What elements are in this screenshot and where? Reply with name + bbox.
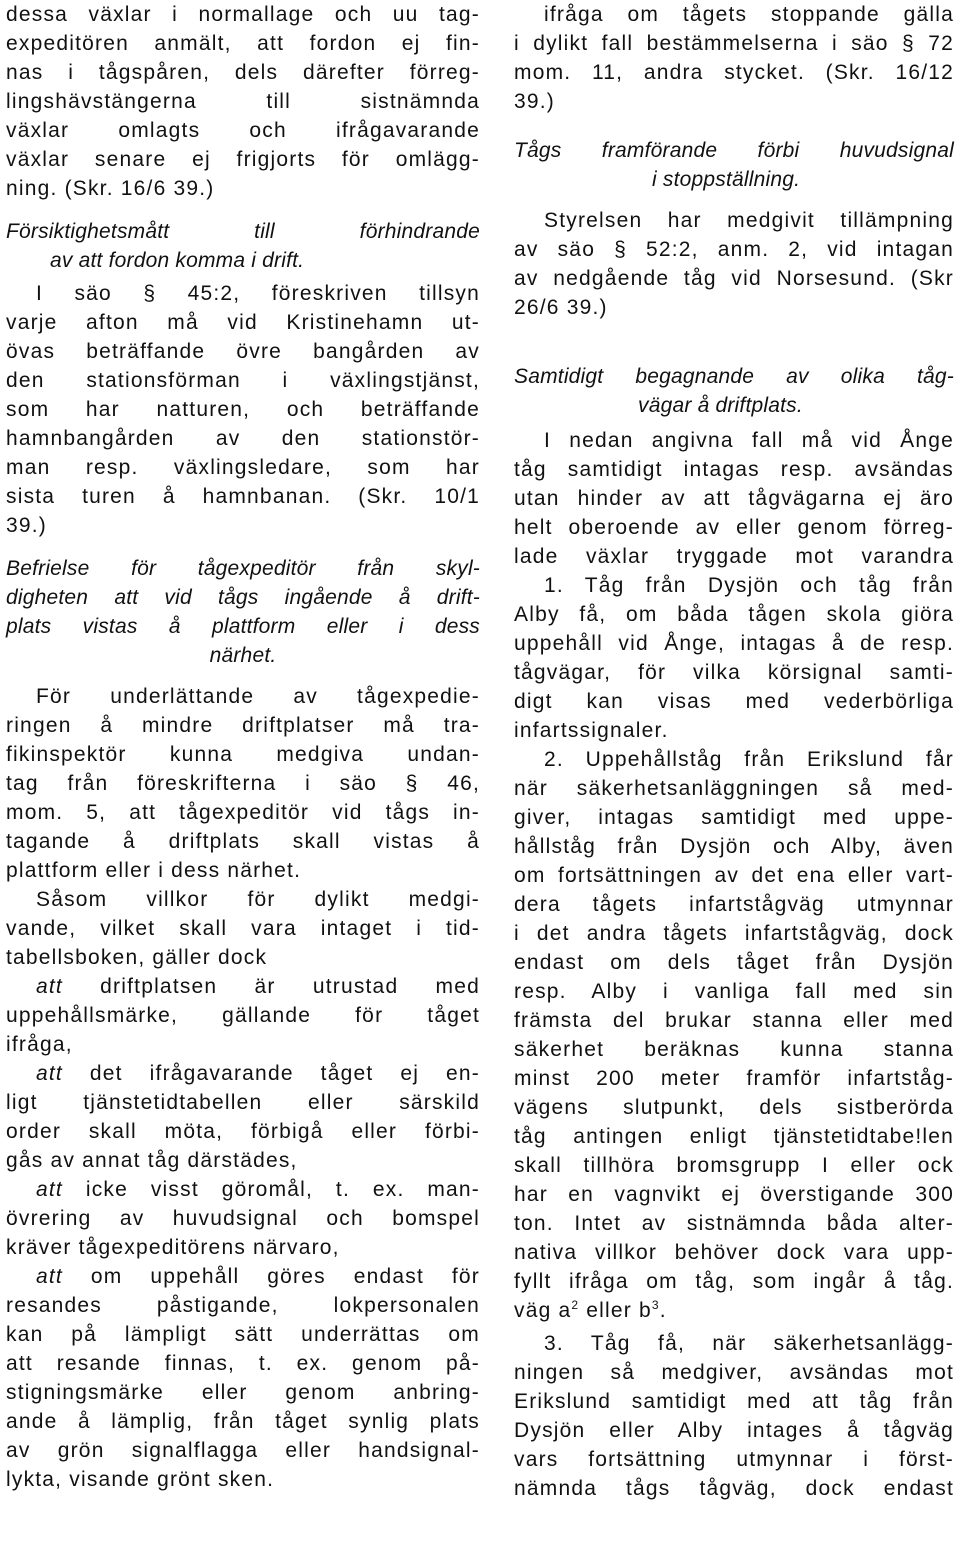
text-line: ifråga, bbox=[6, 1033, 73, 1056]
text-line: kan på lämpligt sätt underrättas om bbox=[6, 1323, 480, 1346]
text-line: tåg antingen enligt tjänstetidtabe!len bbox=[514, 1125, 954, 1148]
text-line: order skall möta, förbigå eller förbi- bbox=[6, 1120, 480, 1143]
text-line: helt oberoende av eller genom förreg- bbox=[514, 516, 954, 539]
text-line: hållståg från Dysjön och Alby, även bbox=[514, 835, 954, 858]
paragraph-gap bbox=[6, 540, 480, 554]
text-line: 26/6 39.) bbox=[514, 296, 608, 319]
text-line: digheten att vid tågs ingående å drift- bbox=[6, 586, 480, 609]
text-line: växlar senare ej frigjorts för omlägg- bbox=[6, 148, 480, 171]
text-line: övas beträffande övre bangården av bbox=[6, 340, 480, 363]
text-line: väg $a^2$ eller $b^3$. bbox=[514, 1298, 667, 1322]
text-line: tågvägar, för vilka körsignal samti- bbox=[514, 661, 954, 684]
text-line: växlar omlagts och ifrågavarande bbox=[6, 119, 480, 142]
text-line: av att fordon komma i drift. bbox=[50, 249, 305, 272]
text-line: kräver tågexpeditörens närvaro, bbox=[6, 1236, 340, 1259]
text-line: nämnda tågs tågväg, dock endast bbox=[514, 1477, 954, 1500]
text-line: vägens slutpunkt, dels sistberörda bbox=[514, 1096, 954, 1119]
text-line: av säo § 52:2, anm. 2, vid intagan bbox=[514, 238, 954, 261]
text-line: 1. Tåg från Dysjön och tåg från bbox=[544, 574, 954, 597]
text-line: tåg samtidigt intagas resp. avsändas bbox=[514, 458, 954, 481]
text-line: Tågs framförande förbi huvudsignal bbox=[514, 139, 954, 162]
text-line: nativa villkor behöver dock vara upp- bbox=[514, 1241, 954, 1264]
text-line: 39.) bbox=[514, 90, 555, 113]
text-line: ligt tjänstetidtabellen eller särskild bbox=[6, 1091, 480, 1114]
text-line: skall tillhöra bromsgrupp I eller ock bbox=[514, 1154, 954, 1177]
text-line: vande, vilket skall vara intaget i tid- bbox=[6, 917, 480, 940]
text-line: att resande finnas, t. ex. genom på- bbox=[6, 1352, 480, 1375]
text-line: stigningsmärke eller genom anbring- bbox=[6, 1381, 480, 1404]
text-line: ton. Intet av sistnämnda båda alter- bbox=[514, 1212, 954, 1235]
text-line: lingshävstängerna till sistnämnda bbox=[6, 90, 480, 113]
text-line: fikinspektör kunna medgiva undan- bbox=[6, 743, 480, 766]
text-line: resp. Alby i vanliga fall med sin bbox=[514, 980, 954, 1003]
text-line: Alby få, om båda tågen skola giöra bbox=[514, 603, 954, 626]
text-line: expeditören anmält, att fordon ej fin- bbox=[6, 32, 480, 55]
text-line: mom. 5, att tågexpeditör vid tågs in- bbox=[6, 801, 480, 824]
text-line: ningen så medgiver, avsändas mot bbox=[514, 1361, 954, 1384]
text-line: när säkerhetsanläggningen så med- bbox=[514, 777, 954, 800]
text-line: man resp. växlingsledare, som har bbox=[6, 456, 480, 479]
text-line: plats vistas å plattform eller i dess bbox=[6, 615, 480, 638]
paragraph-gap bbox=[514, 116, 954, 136]
text-line: I nedan angivna fall må vid Ånge bbox=[544, 429, 954, 452]
text-line: mom. 11, andra stycket. (Skr. 16/12 bbox=[514, 61, 954, 84]
text-line: Erikslund samtidigt med att tåg från bbox=[514, 1390, 954, 1413]
text-line: att driftplatsen är utrustad med bbox=[36, 975, 480, 998]
text-line: lade växlar tryggade mot varandra bbox=[514, 545, 954, 568]
text-line: som har natturen, och beträffande bbox=[6, 398, 480, 421]
text-line: i stoppställning. bbox=[652, 168, 801, 191]
text-line: vägar å driftplats. bbox=[638, 394, 803, 417]
text-line: tagande å driftplats skall vistas å bbox=[6, 830, 480, 853]
paragraph-gap bbox=[514, 194, 954, 206]
text-line: av nedgående tåg vid Norsesund. (Skr bbox=[514, 267, 954, 290]
text-line: För underlättande av tågexpedie- bbox=[36, 685, 480, 708]
text-line: den stationsförman i växlingstjänst, bbox=[6, 369, 480, 392]
text-line: främsta del brukar stanna eller med bbox=[514, 1009, 954, 1032]
text-line: hamnbangården av den stationstör- bbox=[6, 427, 480, 450]
paragraph-gap bbox=[514, 322, 954, 362]
text-line: giver, intagas samtidigt med uppe- bbox=[514, 806, 954, 829]
text-line: resandes påstigande, lokpersonalen bbox=[6, 1294, 480, 1317]
text-line: säkerhet beräknas kunna stanna bbox=[514, 1038, 954, 1061]
text-line: har en vagnvikt ej överstigande 300 bbox=[514, 1183, 954, 1206]
text-line: av grön signalflagga eller handsignal- bbox=[6, 1439, 480, 1462]
text-line: sista turen å hamnbanan. (Skr. 10/1 bbox=[6, 485, 480, 508]
text-line: 39.) bbox=[6, 514, 47, 537]
text-line: nas i tågspåren, dels därefter förreg- bbox=[6, 61, 480, 84]
text-line: varje afton må vid Kristinehamn ut- bbox=[6, 311, 480, 334]
text-line: att icke visst göromål, t. ex. man- bbox=[36, 1178, 480, 1201]
text-line: övrering av huvudsignal och bomspel bbox=[6, 1207, 480, 1230]
text-line: Såsom villkor för dylikt medgi- bbox=[36, 888, 480, 911]
text-line: lykta, visande grönt sken. bbox=[6, 1468, 275, 1491]
text-line: plattform eller i dess närhet. bbox=[6, 859, 302, 882]
text-line: digt kan visas med vederbörliga bbox=[514, 690, 954, 713]
left-column bbox=[6, 0, 480, 1494]
text-line: ringen å mindre driftplatser må tra- bbox=[6, 714, 480, 737]
text-line: vars fortsättning utmynnar i först- bbox=[514, 1448, 954, 1471]
text-line: ande å lämplig, från tåget synlig plats bbox=[6, 1410, 480, 1433]
text-line: I säo § 45:2, föreskriven tillsyn bbox=[36, 282, 480, 305]
text-line: uppehållsmärke, gällande för tåget bbox=[6, 1004, 480, 1027]
text-line: Styrelsen har medgivit tillämpning bbox=[544, 209, 954, 232]
text-line: endast om dels tåget från Dysjön bbox=[514, 951, 954, 974]
text-line: dessa växlar i normallage och uu tag- bbox=[6, 3, 480, 26]
text-line: minst 200 meter framför infartståg- bbox=[514, 1067, 954, 1090]
text-line: Samtidigt begagnande av olika tåg- bbox=[514, 365, 954, 388]
text-line: ning. (Skr. 16/6 39.) bbox=[6, 177, 215, 200]
text-line: att det ifrågavarande tåget ej en- bbox=[36, 1062, 480, 1085]
text-line: 2. Uppehållståg från Erikslund får bbox=[544, 748, 954, 771]
text-line: tabellsboken, gäller dock bbox=[6, 946, 268, 969]
text-line: uppehåll vid Ånge, intagas å de resp. bbox=[514, 632, 954, 655]
text-line: i det andra tågets infartstågväg, dock bbox=[514, 922, 954, 945]
text-line: infartssignaler. bbox=[514, 719, 669, 742]
text-line: utan hinder av att tågvägarna ej äro bbox=[514, 487, 954, 510]
text-line: 3. Tåg få, när säkerhetsanlägg- bbox=[544, 1332, 954, 1355]
text-line: att om uppehåll göres endast för bbox=[36, 1265, 480, 1288]
text-line: tag från föreskrifterna i säo § 46, bbox=[6, 772, 480, 795]
text-line: Befrielse för tågexpeditör från skyl- bbox=[6, 557, 480, 580]
paragraph-gap bbox=[6, 670, 480, 682]
text-line: Försiktighetsmått till förhindrande bbox=[6, 220, 480, 243]
text-line: fyllt ifråga om tåg, som ingår å tåg. bbox=[514, 1270, 954, 1293]
text-line: ifråga om tågets stoppande gälla bbox=[544, 3, 954, 26]
paragraph-gap bbox=[6, 203, 480, 217]
right-column bbox=[514, 0, 954, 1503]
text-line: om fortsättningen av det ena eller vart- bbox=[514, 864, 954, 887]
text-line: i dylikt fall bestämmelserna i säo § 72 bbox=[514, 32, 954, 55]
text-line: gås av annat tåg därstädes, bbox=[6, 1149, 298, 1172]
text-line: dera tågets infartstågväg utmynnar bbox=[514, 893, 954, 916]
text-line: Dysjön eller Alby intages å tågväg bbox=[514, 1419, 954, 1442]
text-line: närhet. bbox=[209, 644, 277, 667]
